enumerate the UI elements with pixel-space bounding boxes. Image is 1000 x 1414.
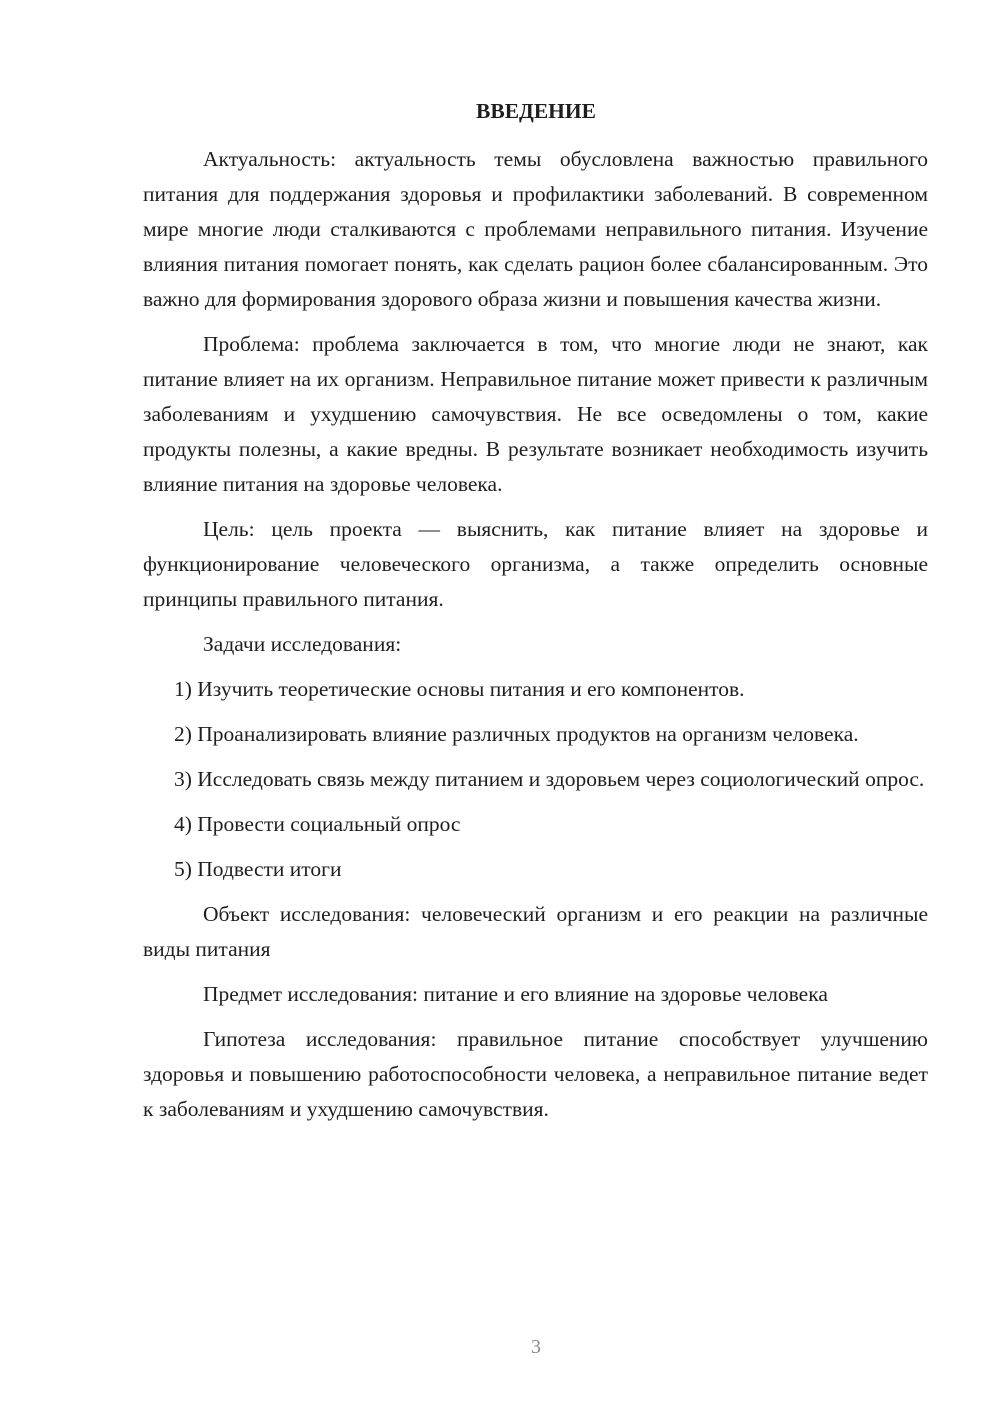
paragraph-relevance: Актуальность: актуальность темы обусловлена важностью правильного питания для поддержания здоровья и профилактики заболеваний. В современном мире многие люди сталкиваются с проблемами неправильного питания. Изучение влияния питания помогает понять, как сделать рацион более сбалансированным. Это важно для формирования здорового образа жизни и повышения качества жизни. bbox=[143, 147, 928, 311]
page-number: 3 bbox=[531, 1336, 541, 1358]
task-item-3: 3) Исследовать связь между питанием и здоровьем через социологический опрос. bbox=[174, 767, 925, 791]
paragraph-problem: Проблема: проблема заключается в том, что многие люди не знают, как питание влияет на их организм. Неправильное питание может привести к различным заболеваниям и ухудшению самочувствия. Не все осведомлены о том, какие продукты полезны, а какие вредны. В результате возникает необходимость изучить влияние питания на здоровье человека. bbox=[143, 332, 928, 496]
task-item-4: 4) Провести социальный опрос bbox=[174, 812, 461, 836]
task-item-1: 1) Изучить теоретические основы питания и его компонентов. bbox=[174, 677, 745, 701]
document-title: ВВЕДЕНИЕ bbox=[476, 99, 596, 123]
paragraph-hypothesis: Гипотеза исследования: правильное питание способствует улучшению здоровья и повышению работоспособности человека, а неправильное питание ведет к заболеваниям и ухудшению самочувствия. bbox=[143, 1027, 928, 1121]
paragraph-object: Объект исследования: человеческий организм и его реакции на различные виды питания bbox=[143, 902, 928, 961]
task-item-2: 2) Проанализировать влияние различных продуктов на организм человека. bbox=[174, 722, 859, 746]
paragraph-subject: Предмет исследования: питание и его влияние на здоровье человека bbox=[203, 982, 828, 1006]
task-item-5: 5) Подвести итоги bbox=[174, 857, 342, 881]
paragraph-goal: Цель: цель проекта — выяснить, как питание влияет на здоровье и функционирование человеческого организма, а также определить основные принципы правильного питания. bbox=[143, 517, 928, 611]
document-body bbox=[143, 142, 928, 1137]
tasks-heading: Задачи исследования: bbox=[203, 632, 402, 656]
